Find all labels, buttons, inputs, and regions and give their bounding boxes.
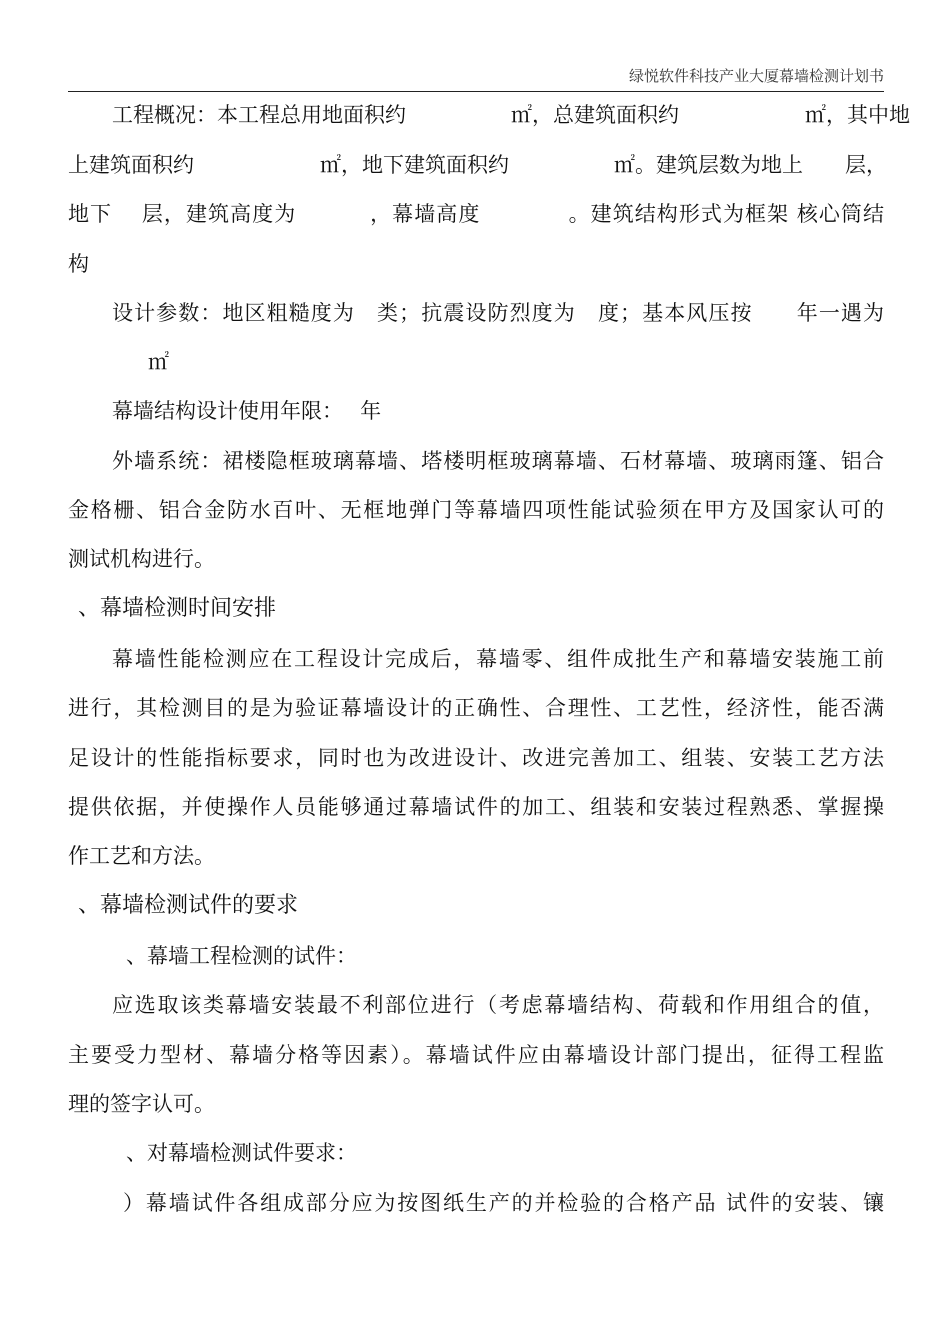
header-divider [68, 91, 884, 92]
text-line: 应选取该类幕墙安装最不利部位进行（考虑幕墙结构、荷载和作用组合的值， [112, 993, 884, 1017]
text-line: 、幕墙工程检测的试件： [126, 944, 357, 968]
text-line: 金格栅、铝合金防水百叶、无框地弹门等幕墙四项性能试验须在甲方及国家认可的 [68, 498, 884, 522]
text-line: 幕墙结构设计使用年限： 年 [112, 399, 382, 423]
text-line: 构 [68, 252, 89, 276]
text-line: 设计参数：地区粗糙度为 类；抗震设防烈度为 度；基本风压按 年一遇为 [112, 301, 884, 325]
text-line: ）幕墙试件各组成部分应为按图纸生产的并检验的合格产品 试件的安装、镶 [123, 1191, 884, 1215]
text-line: 主要受力型材、幕墙分格等因素）。幕墙试件应由幕墙设计部门提出，征得工程监 [68, 1043, 884, 1067]
text-line: 地下 层，建筑高度为 ，幕墙高度 。建筑结构形式为框架 核心筒结 [68, 202, 884, 226]
text-line: 作工艺和方法。 [68, 844, 215, 868]
text-line: 理的签字认可。 [68, 1092, 215, 1116]
text-line: 工程概况：本工程总用地面积约 ㎡，总建筑面积约 ㎡，其中地 [112, 103, 910, 127]
section-heading: 、幕墙检测时间安排 [78, 596, 277, 621]
running-header: 绿悦软件科技产业大厦幕墙检测计划书 [628, 67, 884, 85]
text-line: 上建筑面积约 ㎡，地下建筑面积约 ㎡。建筑层数为地上 层， [68, 153, 887, 177]
text-line: 外墙系统：裙楼隐框玻璃幕墙、塔楼明框玻璃幕墙、石材幕墙、玻璃雨篷、铝合 [112, 449, 884, 473]
text-line: 足设计的性能指标要求，同时也为改进设计、改进完善加工、组装、安装工艺方法 [68, 746, 884, 770]
text-line: 、对幕墙检测试件要求： [126, 1141, 357, 1165]
text-line: 幕墙性能检测应在工程设计完成后，幕墙零、组件成批生产和幕墙安装施工前 [112, 647, 884, 671]
text-line: 进行，其检测目的是为验证幕墙设计的正确性、合理性、工艺性，经济性，能否满 [68, 696, 884, 720]
text-line: 测试机构进行。 [68, 547, 215, 571]
text-line: 提供依据，并使操作人员能够通过幕墙试件的加工、组装和安装过程熟悉、掌握操 [68, 795, 884, 819]
text-line: ㎡ [148, 350, 169, 374]
section-heading: 、幕墙检测试件的要求 [78, 893, 299, 918]
